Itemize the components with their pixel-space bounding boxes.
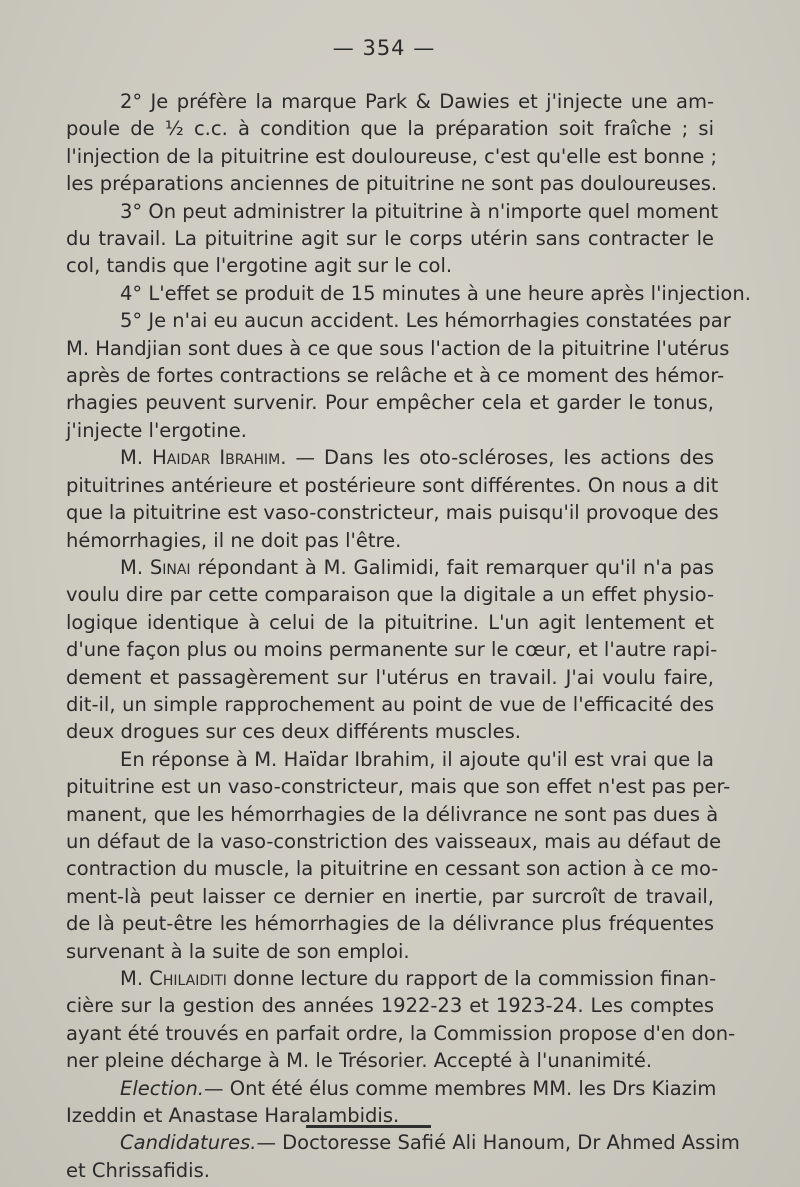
line-text: 3° On peut administrer la pituitrine à n'importe quel moment — [120, 199, 719, 223]
text-line — [66, 198, 719, 225]
line-text: hémorrhagies, il ne doit pas l'être. — [66, 528, 402, 552]
text-line — [66, 746, 714, 773]
text-line — [66, 828, 722, 855]
text-line — [66, 664, 714, 691]
line-text: dement et passagèrement sur l'utérus en travail. J'ai voulu faire, — [66, 665, 714, 689]
line-text: deux drogues sur ces deux différents muscles. — [66, 720, 521, 744]
paragraph — [66, 198, 719, 280]
line-text: pituitrine est un vaso-constricteur, mais que son effet n'est pas per- — [66, 775, 731, 799]
text-line — [66, 1075, 717, 1102]
line-text: 4° L'effet se produit de 15 minutes à une heure après l'injection. — [120, 281, 751, 305]
page-content — [66, 36, 751, 1184]
text-line — [66, 910, 714, 937]
line-text: du travail. La pituitrine agit sur le corps utérin sans contracter le — [66, 227, 714, 251]
text-line — [66, 170, 718, 197]
text-line — [66, 115, 714, 142]
line-text: après de fortes contractions se relâche et à ce moment des hémor- — [66, 364, 725, 388]
paragraph — [66, 88, 718, 198]
text-line — [66, 801, 719, 828]
text-line — [66, 1047, 714, 1074]
line-text: rhagies peuvent survenir. Pour empêcher cela et garder le tonus, — [66, 391, 714, 415]
line-text: manent, que les hémorrhagies de la délivrance ne sont pas dues à — [66, 802, 719, 826]
text-line — [66, 499, 719, 526]
paragraph — [66, 307, 731, 444]
line-text: logique identique à celui de la pituitrine. L'un agit lentement et — [66, 610, 714, 634]
text-line — [66, 527, 714, 554]
text-line — [66, 417, 714, 444]
text-line — [66, 389, 714, 416]
text-line — [66, 444, 714, 471]
line-text: Izeddin et Anastase Haralambidis. — [66, 1104, 400, 1128]
paragraph — [66, 1129, 740, 1184]
line-text: voulu dire par cette comparaison que la digitale a un effet physio- — [66, 583, 714, 607]
line-text: ment-là peut laisser ce dernier en inertie, par surcroît de travail, — [66, 884, 714, 908]
line-text: 2° Je préfère la marque Park & Dawies et j'injecte une am- — [120, 90, 714, 113]
text-line — [66, 1157, 714, 1184]
text-line — [66, 225, 714, 252]
text-line — [66, 307, 731, 334]
paragraph — [66, 444, 719, 554]
paragraph — [66, 965, 736, 1075]
text-line — [66, 938, 714, 965]
line-text: En réponse à M. Haïdar Ibrahim, il ajoute qu'il est vrai que la — [120, 747, 714, 771]
paragraph — [66, 554, 718, 746]
line-text: l'injection de la pituitrine est douloureuse, c'est qu'elle est bonne ; — [66, 144, 718, 168]
line-text: dit-il, un simple rapprochement au point de vue de l'efficacité des — [66, 692, 714, 716]
text-line — [66, 992, 714, 1019]
line-text: répondant à M. Galimidi, fait remarquer qu'il n'a pas — [190, 555, 714, 579]
section-heading: Candidatures. — [120, 1131, 257, 1155]
line-text: et Chrissafidis. — [66, 1158, 210, 1182]
line-text: 5° Je n'ai eu aucun accident. Les hémorrhagies constatées par — [120, 309, 731, 333]
text-line — [66, 636, 718, 663]
line-text: un défaut de la vaso-constriction des vaisseaux, mais au défaut de — [66, 829, 722, 853]
text-line — [66, 718, 714, 745]
text-line — [66, 335, 730, 362]
section-heading: Election. — [120, 1076, 205, 1100]
line-text: d'une façon plus ou moins permanente sur le cœur, et l'autre rapi- — [66, 638, 718, 662]
text-line — [66, 691, 714, 718]
paragraph — [66, 746, 731, 965]
line-text: donne lecture du rapport de la commission finan- — [226, 967, 717, 990]
section-end-rule — [306, 1125, 431, 1128]
line-text: contraction du muscle, la pituitrine en cessant son action à ce mo- — [66, 857, 719, 881]
line-text: j'injecte l'ergotine. — [66, 418, 247, 442]
page-number: — 354 — — [332, 36, 436, 60]
text-line — [66, 252, 714, 279]
text-line — [66, 1129, 740, 1156]
line-text: que la pituitrine est vaso-constricteur, mais puisqu'il provoque des — [66, 501, 719, 525]
line-text: — Doctoresse Safié Ali Hanoum, Dr Ahmed Assim — [256, 1131, 740, 1155]
line-text: — Dans les oto-scléroses, les actions des — [286, 446, 714, 470]
line-text: col, tandis que l'ergotine agit sur le col. — [66, 254, 453, 278]
speaker-name: M. Haidar Ibrahim. — [120, 446, 287, 470]
text-line — [66, 143, 718, 170]
text-line — [66, 855, 719, 882]
text-line — [66, 362, 725, 389]
line-text: ner pleine décharge à M. le Trésorier. Accepté à l'unanimité. — [66, 1049, 653, 1073]
line-text: — Ont été élus comme membres MM. les Drs Kiazim — [204, 1076, 717, 1100]
line-text: poule de ½ c.c. à condition que la préparation soit fraîche ; si — [66, 117, 714, 141]
line-text: de là peut-être les hémorrhagies de la délivrance plus fréquentes — [66, 912, 714, 936]
line-text: ayant été trouvés en parfait ordre, la Commission propose d'en don- — [66, 1021, 736, 1045]
line-text: pituitrines antérieure et postérieure sont différentes. On nous a dit — [66, 473, 719, 497]
line-text: cière sur la gestion des années 1922-23 et 1923-24. Les comptes — [66, 994, 714, 1018]
text-line — [66, 609, 714, 636]
paragraph — [66, 1075, 717, 1130]
text-line — [66, 554, 714, 581]
speaker-name: M. Sinai — [120, 555, 191, 579]
line-text: les préparations anciennes de pituitrine ne sont pas douloureuses. — [66, 172, 718, 196]
text-line — [66, 472, 719, 499]
text-line — [66, 88, 714, 115]
speaker-name: M. Chilaiditi — [120, 967, 227, 990]
text-line — [66, 883, 714, 910]
text-line — [66, 581, 714, 608]
text-line — [66, 280, 751, 307]
paragraph-list — [66, 88, 751, 1184]
text-line — [66, 773, 731, 800]
line-text: M. Handjian sont dues à ce que sous l'action de la pituitrine l'utérus — [66, 336, 730, 360]
line-text: survenant à la suite de son emploi. — [66, 939, 410, 963]
paragraph — [66, 280, 751, 307]
text-line — [66, 965, 717, 992]
text-line — [66, 1020, 736, 1047]
